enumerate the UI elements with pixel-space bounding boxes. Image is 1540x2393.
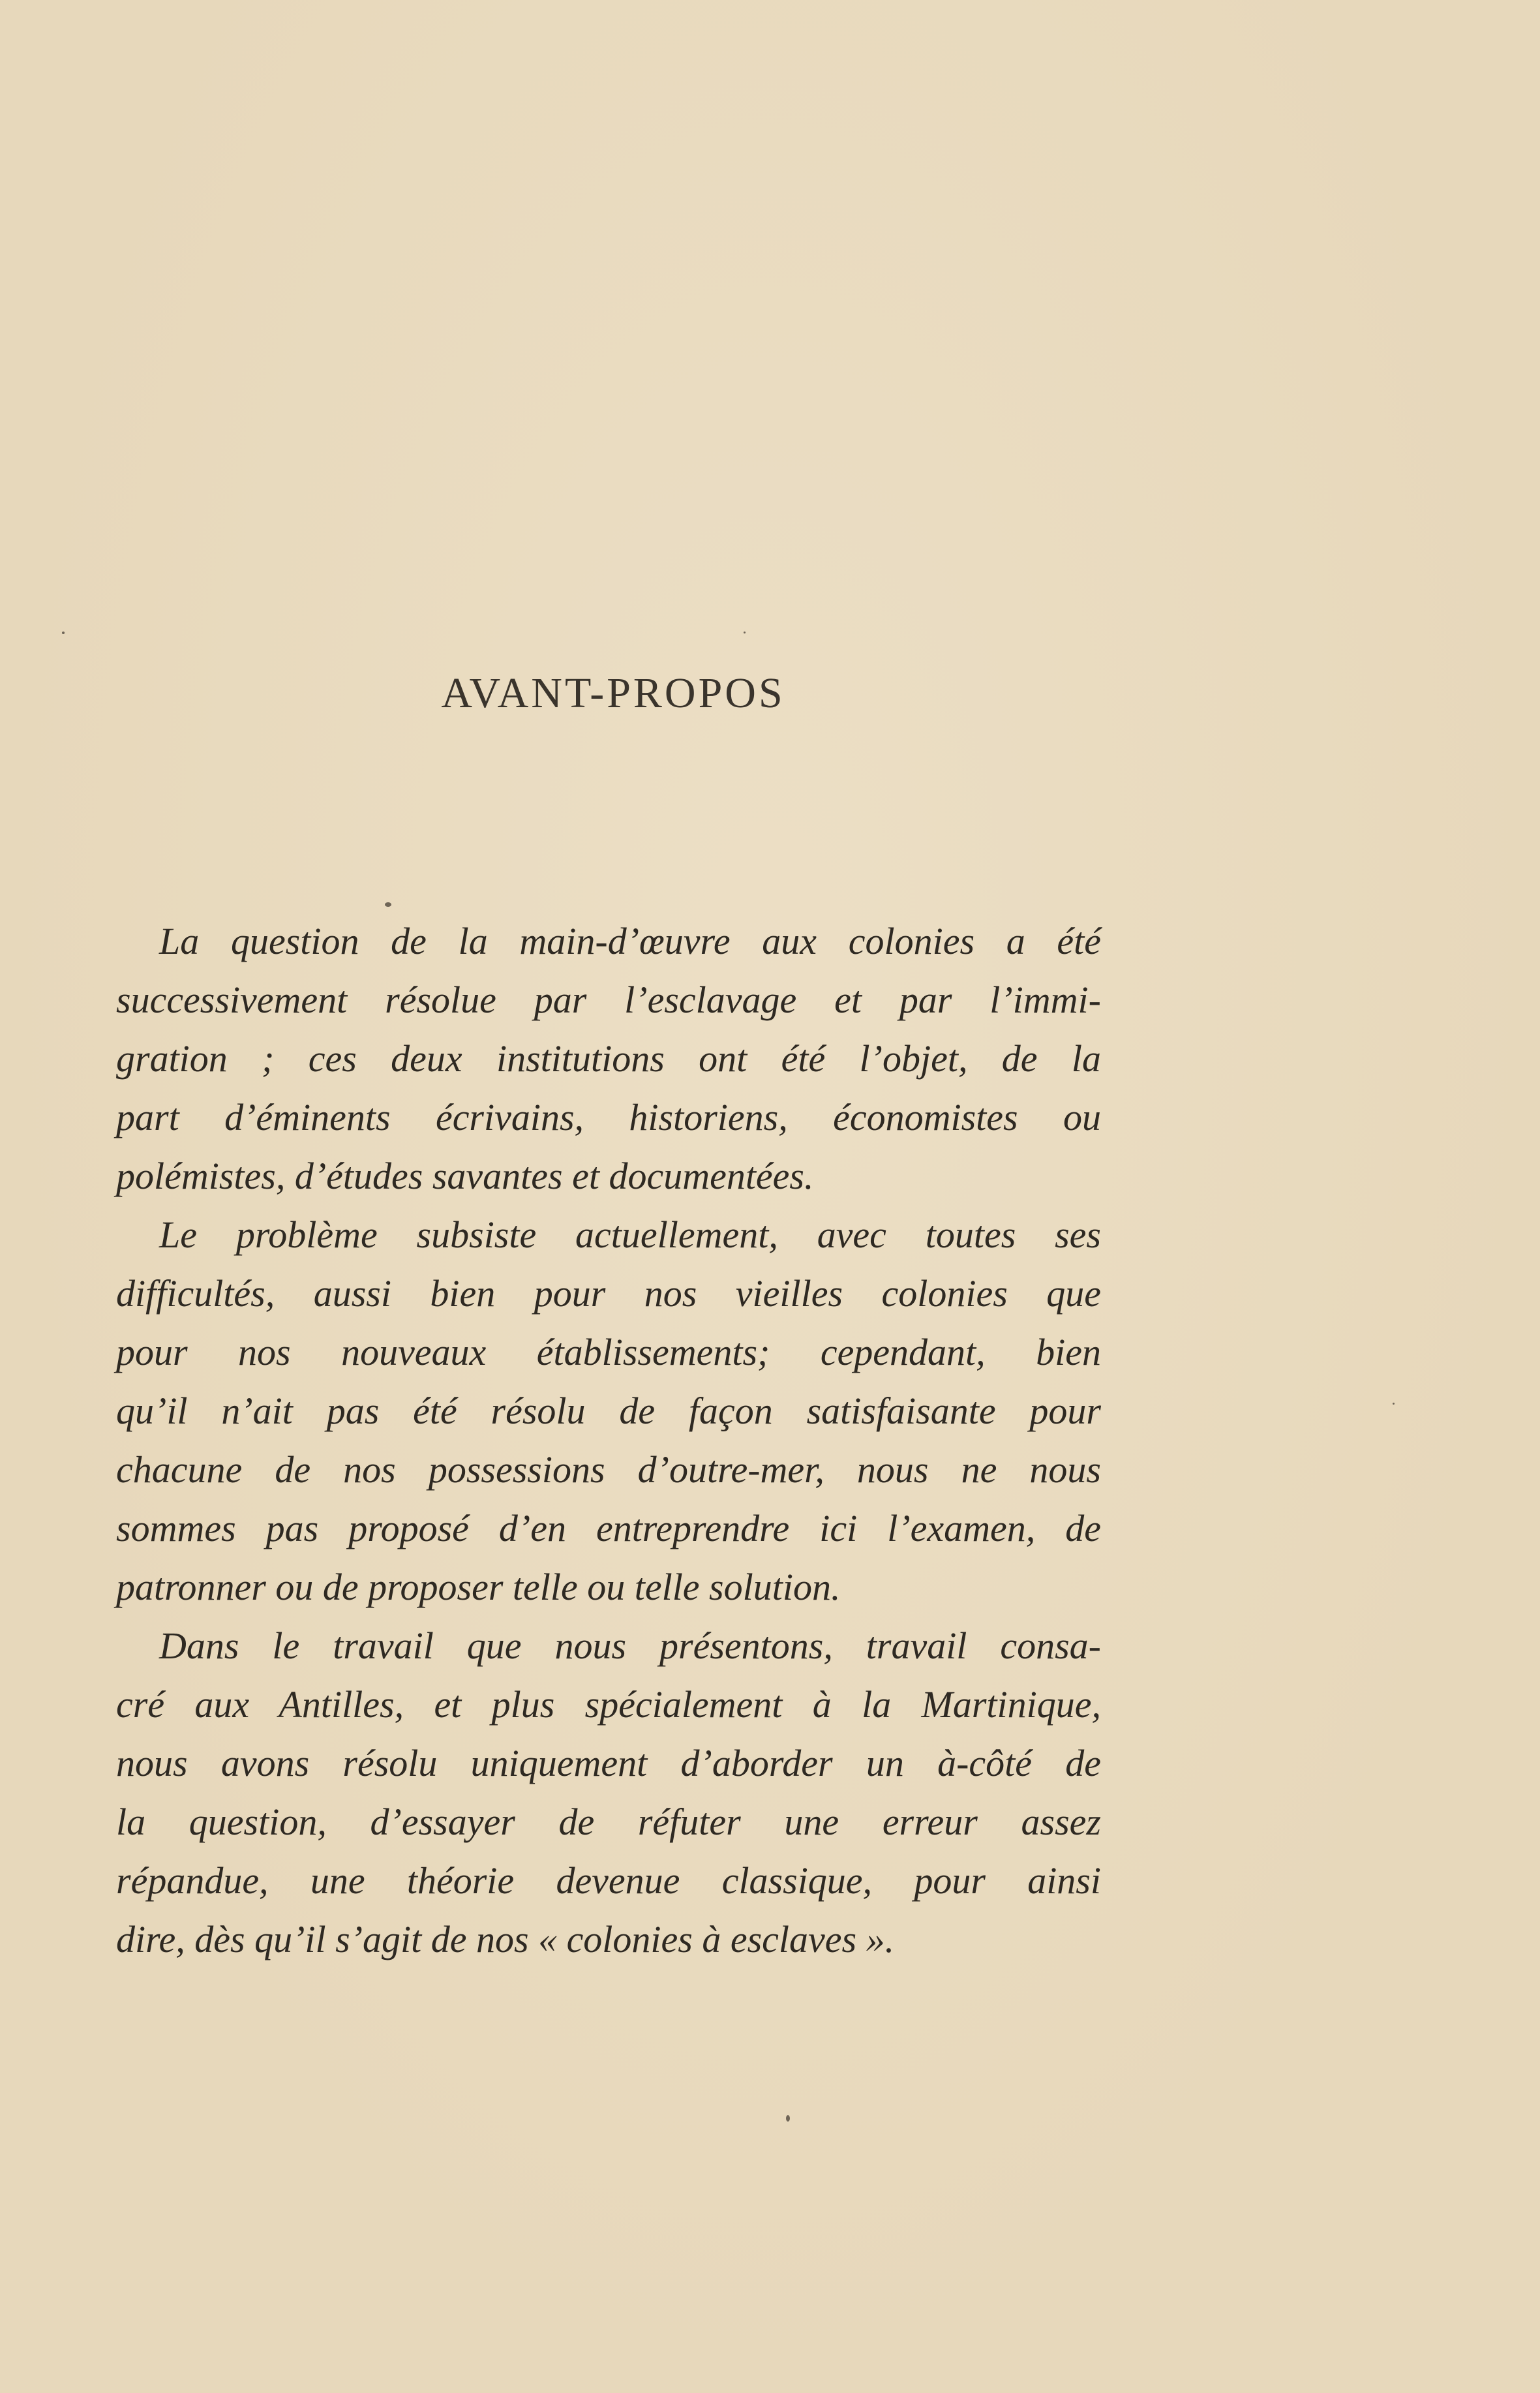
text-line: Le problème subsiste actuellement, avec toutes ses <box>159 1213 1101 1256</box>
text-line: successivement résolue par l’esclavage et par l’immi- <box>116 979 1101 1021</box>
page-title: AVANT-PROPOS <box>441 669 785 717</box>
text-line: patronner ou de proposer telle ou telle solution. <box>116 1566 841 1608</box>
text-line: pour nos nouveaux établissements; cependant, bien <box>116 1331 1101 1373</box>
text-line: qu’il n’ait pas été résolu de façon satisfaisante pour <box>116 1390 1101 1432</box>
text-line: dire, dès qu’il s’agit de nos « colonies à esclaves ». <box>116 1918 895 1960</box>
text-line: difficultés, aussi bien pour nos vieilles colonies que <box>116 1272 1101 1315</box>
text-line: la question, d’essayer de réfuter une erreur assez <box>116 1801 1101 1843</box>
text-line: Dans le travail que nous présentons, travail consa- <box>159 1624 1101 1667</box>
paper-speck <box>744 632 746 633</box>
text-line: cré aux Antilles, et plus spécialement à la Martinique, <box>116 1683 1101 1726</box>
text-line: chacune de nos possessions d’outre-mer, nous ne nous <box>116 1448 1101 1491</box>
text-line: part d’éminents écrivains, historiens, économistes ou <box>116 1096 1101 1138</box>
text-line: nous avons résolu uniquement d’aborder un à-côté de <box>116 1742 1101 1784</box>
paper-speck <box>1393 1403 1395 1405</box>
paper-speck <box>786 2115 790 2122</box>
text-line: sommes pas proposé d’en entreprendre ici l’examen, de <box>116 1507 1101 1549</box>
text-line: répandue, une théorie devenue classique, pour ainsi <box>116 1859 1101 1902</box>
text-line: gration ; ces deux institutions ont été l’objet, de la <box>116 1037 1101 1080</box>
text-line: polémistes, d’études savantes et documentées. <box>116 1155 814 1197</box>
paper-speck <box>62 632 65 634</box>
paper-speck <box>385 902 391 907</box>
text-line: La question de la main-d’œuvre aux colonies a été <box>159 920 1101 962</box>
foreword-text <box>116 912 1101 1969</box>
